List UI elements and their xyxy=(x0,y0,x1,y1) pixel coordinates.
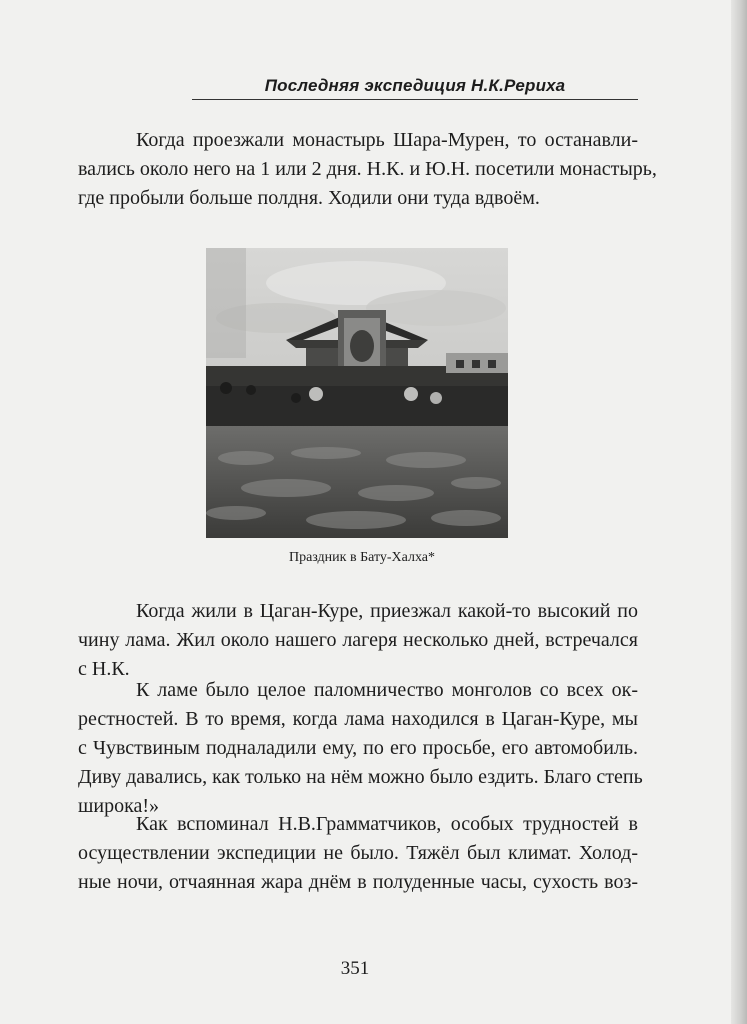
text-line: с Чувствиным подналадили ему, по его просьбе, его автомобиль. xyxy=(78,737,638,759)
text-line: Когда проезжали монастырь Шара-Мурен, то останавли- xyxy=(136,129,638,151)
paragraph-3 xyxy=(78,676,643,821)
figure-caption: Праздник в Бату-Халха* xyxy=(288,550,436,565)
page-number: 351 xyxy=(340,958,370,979)
text-line: К ламе было целое паломничество монголов со всех ок- xyxy=(136,679,638,701)
paragraph-4 xyxy=(78,810,638,897)
text-line: Диву давались, как только на нём можно было ездить. Благо степь xyxy=(78,766,643,788)
text-line: широка!» xyxy=(78,795,160,817)
text-line: чину лама. Жил около нашего лагеря несколько дней, встречался xyxy=(78,629,638,651)
header-rule xyxy=(192,99,638,100)
text-line: осуществлении экспедиции не было. Тяжёл был климат. Холод- xyxy=(78,842,638,864)
photo-illustration xyxy=(206,248,508,538)
book-spine-edge xyxy=(731,0,747,1024)
paragraph-1 xyxy=(78,126,657,213)
paragraph-2 xyxy=(78,597,638,684)
running-header: Последняя экспедиция Н.К.Рериха xyxy=(264,76,566,95)
text-line: вались около него на 1 или 2 дня. Н.К. и Ю.Н. посетили монастырь, xyxy=(78,158,657,180)
text-line: рестностей. В то время, когда лама находился в Цаган-Куре, мы xyxy=(78,708,638,730)
text-line: Как вспоминал Н.В.Грамматчиков, особых трудностей в xyxy=(136,813,638,835)
festival-photograph xyxy=(206,248,508,538)
text-line: где пробыли больше полдня. Ходили они туда вдвоём. xyxy=(78,187,540,209)
text-line: Когда жили в Цаган-Куре, приезжал какой-то высокий по xyxy=(136,600,638,622)
text-line: ные ночи, отчаянная жара днём в полуденные часы, сухость воз- xyxy=(78,871,638,893)
text-line: с Н.К. xyxy=(78,658,130,680)
